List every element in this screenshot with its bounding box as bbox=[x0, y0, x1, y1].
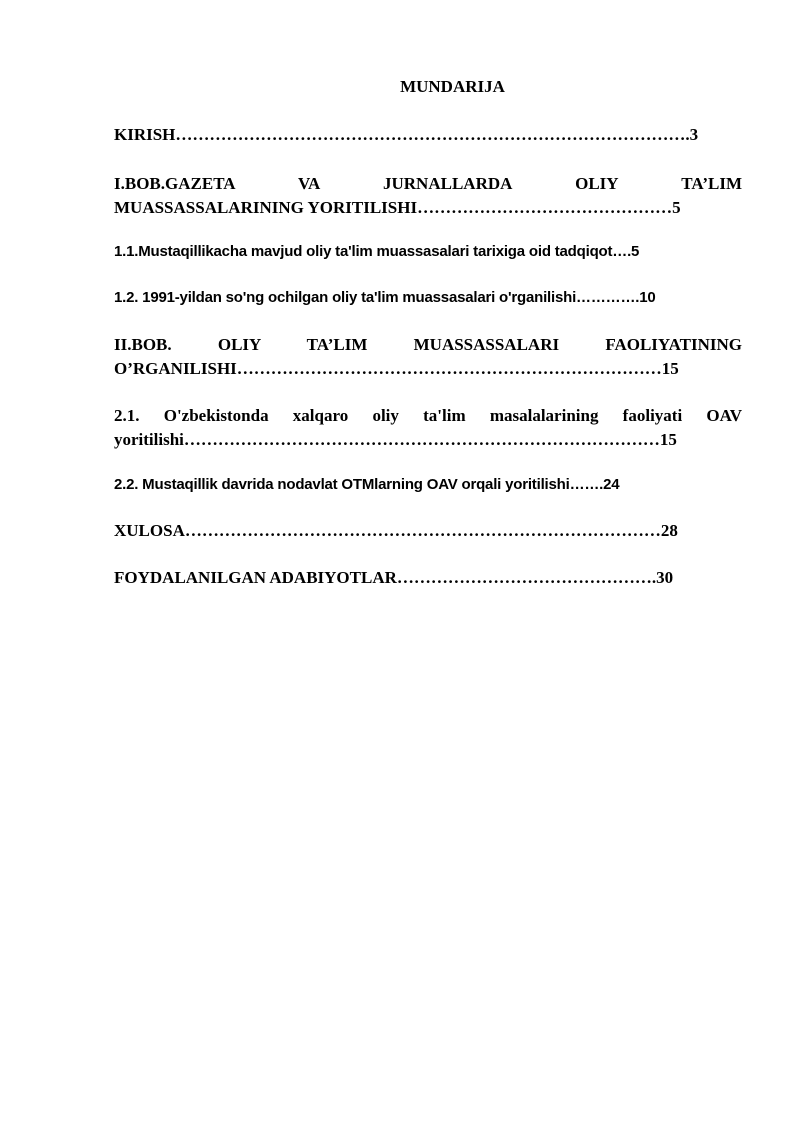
toc-entry-bob-1 bbox=[114, 172, 742, 220]
toc-entry-text-line-2: yoritilishi…………………………………………………………………………15 bbox=[114, 430, 677, 449]
toc-entry-text: 1.2. 1991-yildan so'ng ochilgan oliy ta'lim muassasalari o'rganilishi………….10 bbox=[114, 289, 656, 306]
toc-entry-bob-2 bbox=[114, 333, 742, 381]
toc-entry-section-2-2 bbox=[114, 473, 742, 497]
toc-entry-text: XULOSA…………………………………………………………………………28 bbox=[114, 521, 678, 540]
toc-entry-section-1-2 bbox=[114, 286, 742, 310]
toc-entry-text: FOYDALANILGAN ADABIYOTLAR……………………………………….30 bbox=[114, 568, 674, 587]
page-title: MUNDARIJA bbox=[400, 77, 505, 96]
toc-entry-text: KIRISH……………………………………………………………………………….3 bbox=[114, 125, 699, 144]
toc-entry-text-line-2: O’RGANILISHI…………………………………………………………………15 bbox=[114, 359, 679, 378]
toc-entry-text: 2.2. Mustaqillik davrida nodavlat OTMlarning OAV orqali yoritilishi…….24 bbox=[114, 476, 620, 493]
toc-entry-section-2-1 bbox=[114, 404, 742, 452]
toc-entry-text: 1.1.Mustaqillikacha mavjud oliy ta'lim muassasalari tarixiga oid tadqiqot….5 bbox=[114, 243, 640, 260]
toc-entry-text-line-1: I.BOB.GAZETA VA JURNALLARDA OLIY TA’LIM bbox=[114, 174, 742, 193]
toc-entry-foydalanilgan-adabiyotlar bbox=[114, 566, 742, 590]
toc-entry-text-line-2: MUASSASSALARINING YORITILISHI………………………………………5 bbox=[114, 198, 681, 217]
toc-entry-text-line-1: II.BOB. OLIY TA’LIM MUASSASSALARI FAOLIYATINING bbox=[114, 335, 742, 354]
toc-entry-text-line-1: 2.1. O'zbekistonda xalqaro oliy ta'lim masalalarining faoliyati OAV bbox=[114, 406, 742, 425]
toc-entry-section-1-1 bbox=[114, 240, 742, 264]
toc-entry-kirish bbox=[114, 123, 742, 147]
toc-entry-xulosa bbox=[114, 519, 742, 543]
